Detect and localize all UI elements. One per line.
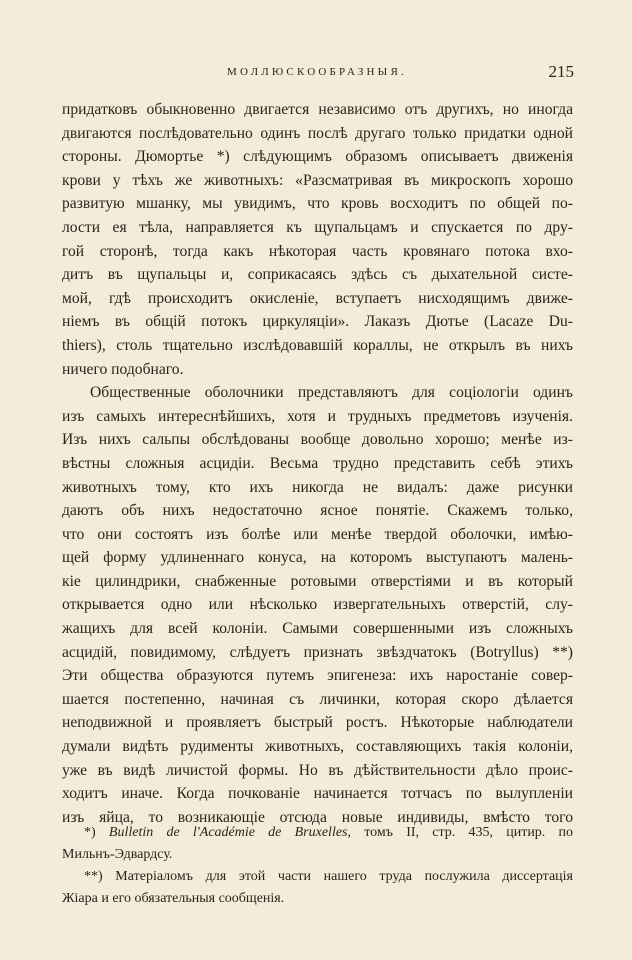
text-line: гой сторонѣ, тогда какъ нѣкоторая часть кровянаго потока вхо- — [62, 242, 573, 260]
page-number: 215 — [548, 62, 574, 81]
text-line: придатковъ обыкновенно двигается независимо отъ другихъ, но иногда — [62, 101, 573, 118]
text-line: двигаются послѣдовательно одинъ послѣ другаго только придатки одной — [62, 124, 573, 142]
text-line: стороны. Дюмортье *) слѣдующимъ образомъ описываетъ движенія — [62, 148, 573, 166]
text-line: крови у тѣхъ же животныхъ: «Разсматривая въ микроскопъ хорошо — [62, 171, 573, 189]
text-line: thiers), столь тщательно изслѣдовавшій кораллы, не открылъ въ нихъ — [62, 336, 573, 354]
text-line: шается постепенно, начиная съ личинки, которая скоро дѣлается — [62, 690, 573, 708]
text-line: изъ самыхъ интереснѣйшихъ, хотя и трудныхъ предметовъ изученія. — [62, 407, 573, 425]
text-line: думали видѣть рудименты животныхъ, составляющихъ такія колоніи, — [62, 738, 573, 756]
footnotes — [62, 822, 573, 910]
footnote-1-marker: *) — [84, 825, 96, 840]
text-line: лости ея тѣла, направляется къ щупальцамъ и спускается по дру- — [62, 218, 573, 236]
text-line: дитъ въ щупальцы и, соприкасаясь здѣсь съ дыхательной систе- — [62, 266, 573, 284]
footnote-1-continuation: Мильнъ-Эдвардсу. — [62, 847, 173, 862]
text-line: изъ яйца, то возникающіе отсюда новые индивиды, вмѣсто того — [62, 808, 573, 826]
text-line: кіе цилиндрики, снабженные ротовыми отверстіями и въ который — [62, 572, 573, 590]
footnote-1-reference: томъ II, стр. 435, цитир. по — [364, 825, 574, 840]
footnote-1-source: Bulletin de l'Académie de Bruxelles, — [108, 825, 351, 840]
text-line: животныхъ тому, кто ихъ никогда не видалъ: даже рисунки — [62, 478, 573, 496]
text-line: открывается одно или нѣсколько извергательныхъ отверстій, слу- — [62, 596, 573, 614]
footnote-2: **) Матеріаломъ для этой части нашего труда послужила диссертація — [84, 869, 573, 884]
footnote-2-continuation: Жіара и его обязательныя сообщенія. — [62, 891, 285, 906]
text-line: ходитъ иначе. Когда почкованіе начинается тотчасъ по вылупленіи — [62, 785, 573, 803]
text-line: даютъ объ нихъ недостаточно ясное понятіе. Скажемъ только, — [62, 502, 573, 520]
text-line: неподвижной и проявляетъ быстрый ростъ. Нѣкоторые наблюдатели — [62, 714, 573, 732]
text-line: Эти общества образуются путемъ эпигенеза: ихъ наростаніе совер- — [62, 667, 573, 685]
footnote-1 — [62, 822, 573, 844]
paragraph-start-line: Общественные оболочники представляютъ для соціологіи одинъ — [90, 384, 573, 402]
text-line: развитую мшанку, мы увидимъ, что кровь восходитъ по общей по- — [62, 195, 573, 213]
text-line: щей форму удлиненнаго конуса, на которомъ выступаютъ малень- — [62, 549, 573, 567]
text-line: уже въ видѣ личистой формы. Но въ дѣйствительности дѣло проис- — [62, 761, 573, 779]
text-line: Изъ нихъ сальпы обслѣдованы вообще довольно хорошо; менѣе из- — [62, 431, 573, 449]
body-text — [62, 98, 573, 829]
text-line: что они состоятъ изъ болѣе или менѣе твердой оболочки, имѣю- — [62, 525, 573, 543]
text-line: вѣстны сложныя асцидіи. Весьма трудно представить себѣ этихъ — [62, 454, 573, 472]
paragraph-end-line: ничего подобнаго. — [62, 360, 184, 378]
text-line: ніемъ въ общій потокъ циркуляціи». Лаказъ Дютье (Lacaze Du- — [62, 313, 573, 331]
text-line: жащихъ для всей колоніи. Самыми совершенными изъ сложныхъ — [62, 620, 573, 638]
page-header — [60, 62, 574, 82]
text-line: мой, гдѣ происходитъ окисленіе, вступаетъ нисходящимъ движе- — [62, 289, 573, 307]
text-line: асцидій, повидимому, слѣдуетъ признать звѣздчатокъ (Botryllus) **) — [62, 643, 573, 661]
running-title: МОЛЛЮСКООБРАЗНЫЯ. — [227, 66, 407, 78]
